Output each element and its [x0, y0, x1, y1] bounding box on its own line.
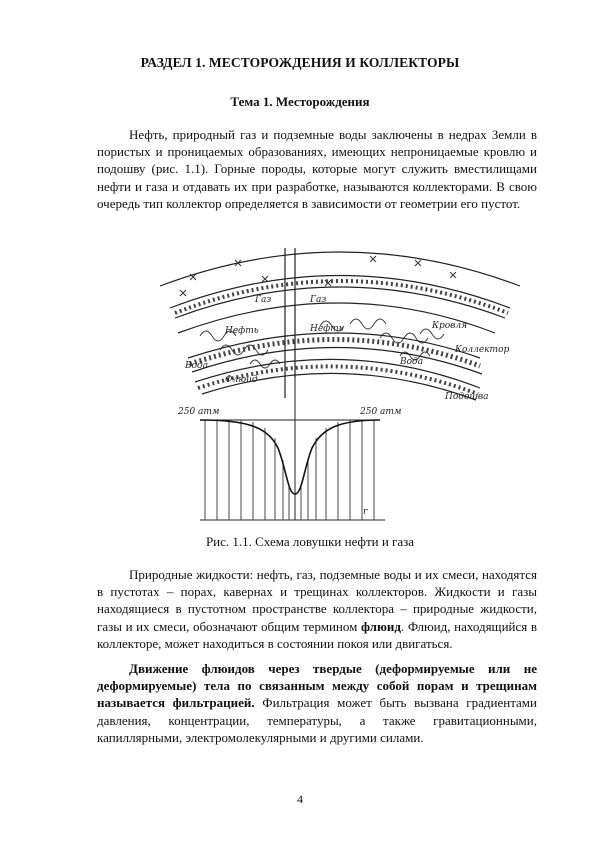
paragraph-fluids-text-after: . Флюид, находящийся в коллекторе, может находиться в состоянии покоя или двигаться.: [97, 618, 537, 651]
overburden-arc: [160, 252, 520, 286]
figure-caption: Рис. 1.1. Схема ловушки нефти и газа: [205, 534, 415, 549]
pressure-curve: [200, 420, 380, 494]
label-water-right: Вода: [400, 357, 424, 367]
topic-title: Тема 1. Месторождения: [230, 94, 370, 109]
label-collector: Коллектор: [455, 345, 510, 355]
label-oil-right: Нефть: [310, 324, 344, 334]
paragraph-fluids: [97, 566, 537, 652]
page-number: 4: [297, 792, 303, 806]
label-pressure-left: 250 атм: [178, 407, 220, 417]
label-fluid: Флюид: [225, 375, 258, 385]
trap-diagram: [150, 238, 530, 528]
paragraph-filtration-text-after: Фильтрация может быть вызвана градиентами давления, концентрации, температуры, а также гравитационными, капиллярными, электромолекулярными и другими силами.: [97, 695, 537, 745]
label-sole: Подошва: [445, 392, 489, 402]
section-title: РАЗДЕЛ 1. МЕСТОРОЖДЕНИЯ И КОЛЛЕКТОРЫ: [140, 55, 460, 70]
label-roof: Кровля: [432, 321, 468, 331]
label-r-axis: r: [363, 507, 368, 517]
paragraph-fluids-text-before: Природные жидкости: нефть, газ, подземные воды и их смеси, находятся в пустотах – порах, кавернах и трещинах коллекторов. Жидкости и газы находящиеся в пустотном пространстве коллектора – природные жидкости, газы и их смеси, обозначают общим термином: [97, 567, 537, 634]
roof-band-fill: [175, 281, 508, 313]
label-oil-left: Нефть: [225, 326, 259, 336]
label-pressure-right: 250 атм: [360, 407, 402, 417]
filtration-definition: Движение флюидов через твердые (деформируемые или не деформируемые) тела по связанным между собой порам и трещинам называется фильтрацией.: [97, 661, 537, 711]
label-gas-right: Газ: [310, 295, 327, 305]
term-fluid: флюид: [361, 618, 401, 634]
label-gas-left: Газ: [255, 295, 272, 305]
paragraph-intro: Нефть, природный газ и подземные воды заключены в недрах Земли в пористых и проницаемых образованиях, имеющих непроницаемые кровлю и подошву (рис. 1.1). Горные породы, которые могут служить вместилищами нефти и газа и отдавать их при разработке, называются коллекторами. В свою очередь тип коллектор определяется в зависимости от геометрии его пустот.: [97, 127, 537, 211]
paragraph-filtration: [97, 660, 537, 746]
label-water-left: Вода: [185, 361, 209, 371]
pressure-hatching: [205, 420, 374, 520]
